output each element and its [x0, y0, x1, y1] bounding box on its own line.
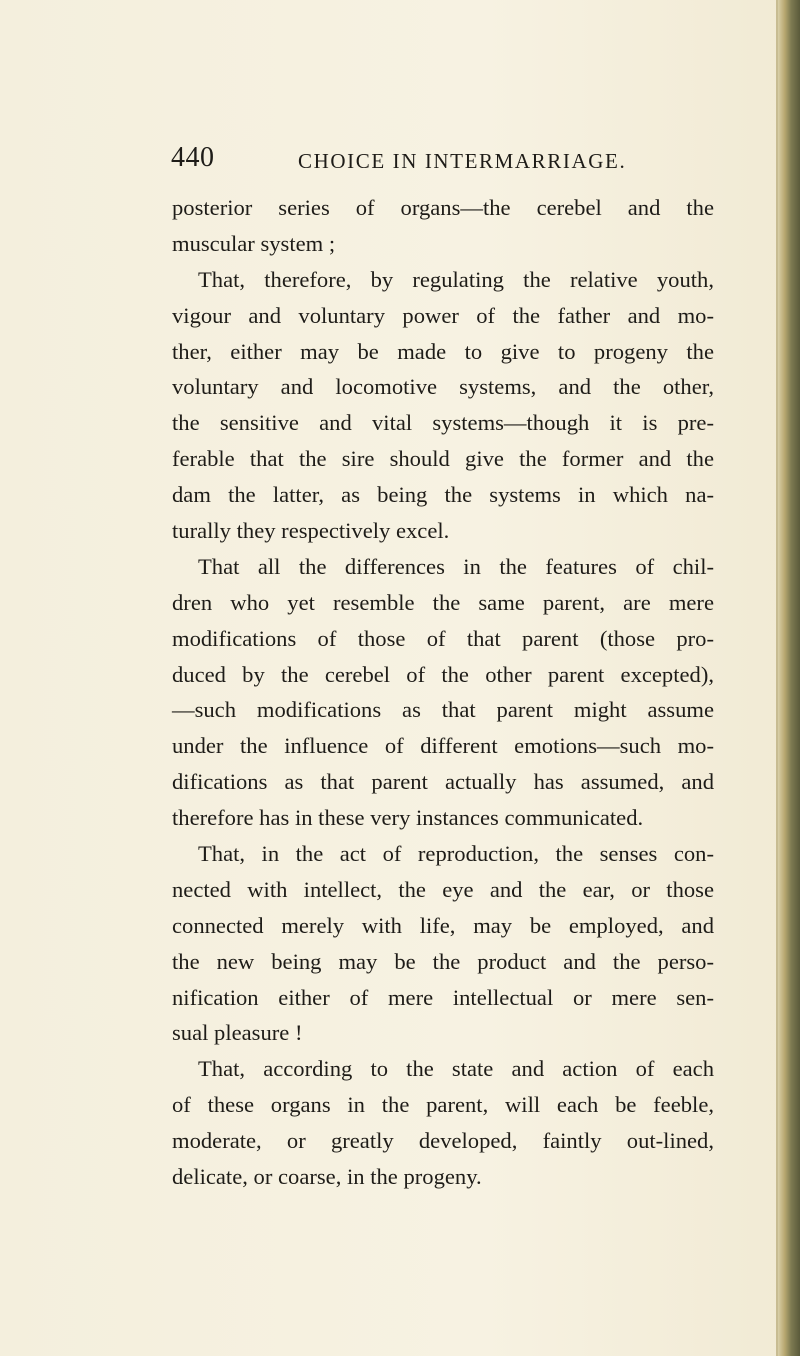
text-line: That, in the act of reproduction, the senses con-: [198, 841, 714, 867]
text-line: posterior series of organs—the cerebel and the: [172, 195, 714, 220]
text-line: muscular system ;: [172, 230, 336, 256]
text-line: therefore has in these very instances communicated.: [172, 805, 644, 831]
page-header: [171, 140, 731, 180]
page-number: 440: [171, 142, 215, 173]
text-line: ther, either may be made to give to progeny the: [172, 338, 714, 364]
page-binding-edge: [778, 0, 800, 1356]
text-line: That, therefore, by regulating the relative youth,: [198, 266, 714, 292]
text-line: nected with intellect, the eye and the ear, or those: [172, 876, 714, 902]
text-line: ferable that the sire should give the former and the: [172, 446, 714, 472]
text-line: voluntary and locomotive systems, and the other,: [172, 374, 714, 400]
text-line: vigour and voluntary power of the father and mo-: [172, 302, 714, 328]
text-line: the new being may be the product and the perso-: [172, 948, 714, 974]
text-line: dam the latter, as being the systems in which na-: [172, 482, 714, 508]
text-line: the sensitive and vital systems—though it is pre-: [172, 410, 714, 436]
text-line: That all the differences in the features of chil-: [198, 553, 714, 579]
text-line: turally they respectively excel.: [172, 518, 450, 544]
text-line: dren who yet resemble the same parent, are mere: [172, 589, 714, 615]
text-line: That, according to the state and action of each: [198, 1056, 714, 1082]
text-line: modifications of those of that parent (those pro-: [172, 625, 714, 651]
text-line: difications as that parent actually has assumed, and: [172, 769, 714, 795]
text-line: moderate, or greatly developed, faintly out-lined,: [172, 1128, 714, 1154]
text-line: of these organs in the parent, will each be feeble,: [172, 1092, 714, 1118]
text-line: connected merely with life, may be employed, and: [172, 912, 714, 938]
text-line: —such modifications as that parent might assume: [172, 697, 714, 723]
body-text: [172, 190, 714, 1195]
running-head: CHOICE IN INTERMARRIAGE.: [298, 149, 627, 173]
text-line: sual pleasure !: [172, 1020, 303, 1046]
text-line: duced by the cerebel of the other parent excepted),: [172, 661, 714, 687]
text-line: under the influence of different emotions—such mo-: [172, 733, 714, 759]
text-line: delicate, or coarse, in the progeny.: [172, 1164, 482, 1190]
text-line: nification either of mere intellectual or mere sen-: [172, 984, 714, 1010]
